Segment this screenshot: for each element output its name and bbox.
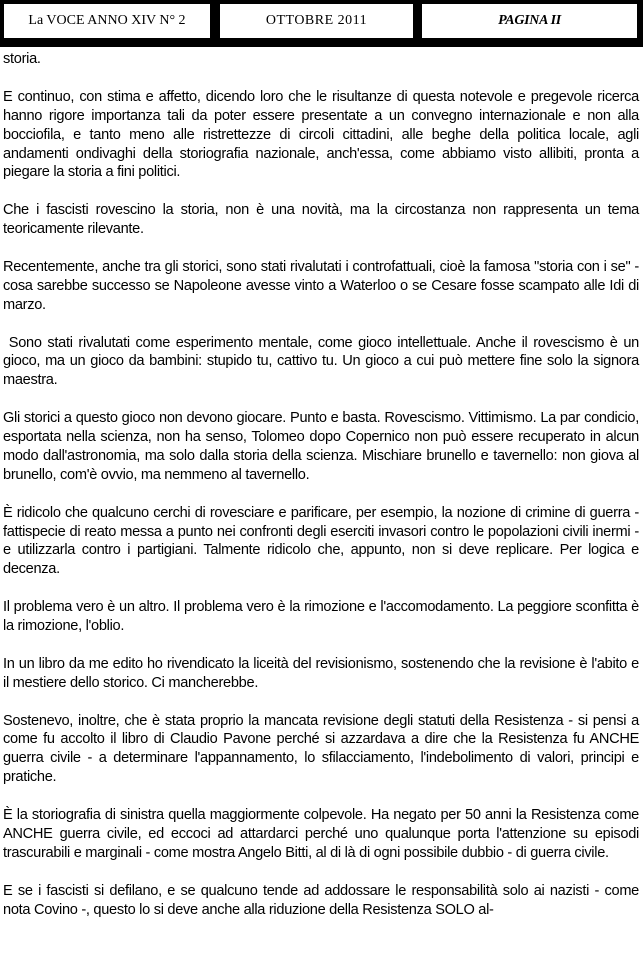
page-header [0, 0, 643, 47]
paragraph: E se i fascisti si defilano, e se qualcuno tende ad addossare le responsabilità solo ai nazisti - come nota Covino -, questo lo si deve anche alla riduzione della Resistenza SOLO al- [3, 882, 639, 918]
paragraph: storia. [3, 51, 41, 67]
paragraph: In un libro da me edito ho rivendicato la liceità del revisionismo, sostenendo che la revisione è l'abito e il mestiere dello storico. Ci mancherebbe. [3, 655, 639, 691]
paragraph: Sono stati rivalutati come esperimento mentale, come gioco intellettuale. Anche il rovescismo è un gioco, ma un gioco da bambini: stupido tu, cattivo tu. Un gioco a cui può mettere fine solo la signora maestra. [3, 334, 643, 389]
page-number-label: PAGINA II [422, 4, 637, 38]
paragraph: Sostenevo, inoltre, che è stata proprio la mancata revisione degli statuti della Resistenza - si pensi a come fu accolto il libro di Claudio Pavone perché si azzardava a dire che la Resistenza fu ANCHE guerra civile - a determinare l'appannamento, lo sfilacciamento, l'indebolimento di valori, principi e pratiche. [3, 712, 639, 786]
paragraph: È la storiografia di sinistra quella maggiormente colpevole. Ha negato per 50 anni la Resistenza come ANCHE guerra civile, ed eccoci ad attardarci perché uno qualunque porta l'attenzione su episodi trascurabili e marginali - come mostra Angelo Bitti, al di là di ogni possibile dubbio - di guerra civile. [3, 807, 639, 861]
paragraph: Che i fascisti rovescino la storia, non è una novità, ma la circostanza non rappresenta un tema teoricamente rilevante. [3, 202, 639, 238]
date-label: OTTOBRE 2011 [220, 4, 413, 38]
paragraph: Gli storici a questo gioco non devono giocare. Punto e basta. Rovescismo. Vittimismo. La par condicio, esportata nella scienza, non ha senso, Tolomeo dopo Copernico non può essere recuperato in alcun modo dall'astronomia, ma solo dalla storia della scienza. Mischiare brunello e tavernello: non giova al brunello, com'è ovvio, ma nemmeno al tavernello. [3, 410, 639, 483]
paragraph: E continuo, con stima e affetto, dicendo loro che le risultanze di questa notevole e pregevole ricerca hanno rigore importanza tali da poter essere presentate a un convegno internazionale e non alla bocciofila, e tanto meno alle ristrettezze di circoli cittadini, alle beghe della politica locale, agli andamenti ondivaghi della storiografia nazionale, anch'essa, come abbiamo visto allibiti, pronta a piegare la storia a fini politici. [3, 88, 639, 181]
paragraph: Recentemente, anche tra gli storici, sono stati rivalutati i controfattuali, cioè la famosa "storia con i se" - cosa sarebbe successo se Napoleone avesse vinto a Waterloo o se Cesare fosse scampato alle Idi di marzo. [3, 258, 639, 313]
paragraph: È ridicolo che qualcuno cerchi di rovesciare e parificare, per esempio, la nozione di crimine di guerra - fattispecie di reato messa a punto nei confronti degli eserciti invasori contro le popolazioni civili inermi - e utilizzarla contro i partigiani. Talmente ridicolo che, appunto, non si deve replicare. Per logica e decenza. [3, 504, 639, 578]
article-body [3, 50, 643, 938]
paragraph: Il problema vero è un altro. Il problema vero è la rimozione e l'accomodamento. La peggiore sconfitta è la rimozione, l'oblio. [3, 599, 639, 635]
issue-label: La VOCE ANNO XIV N° 2 [4, 4, 210, 38]
